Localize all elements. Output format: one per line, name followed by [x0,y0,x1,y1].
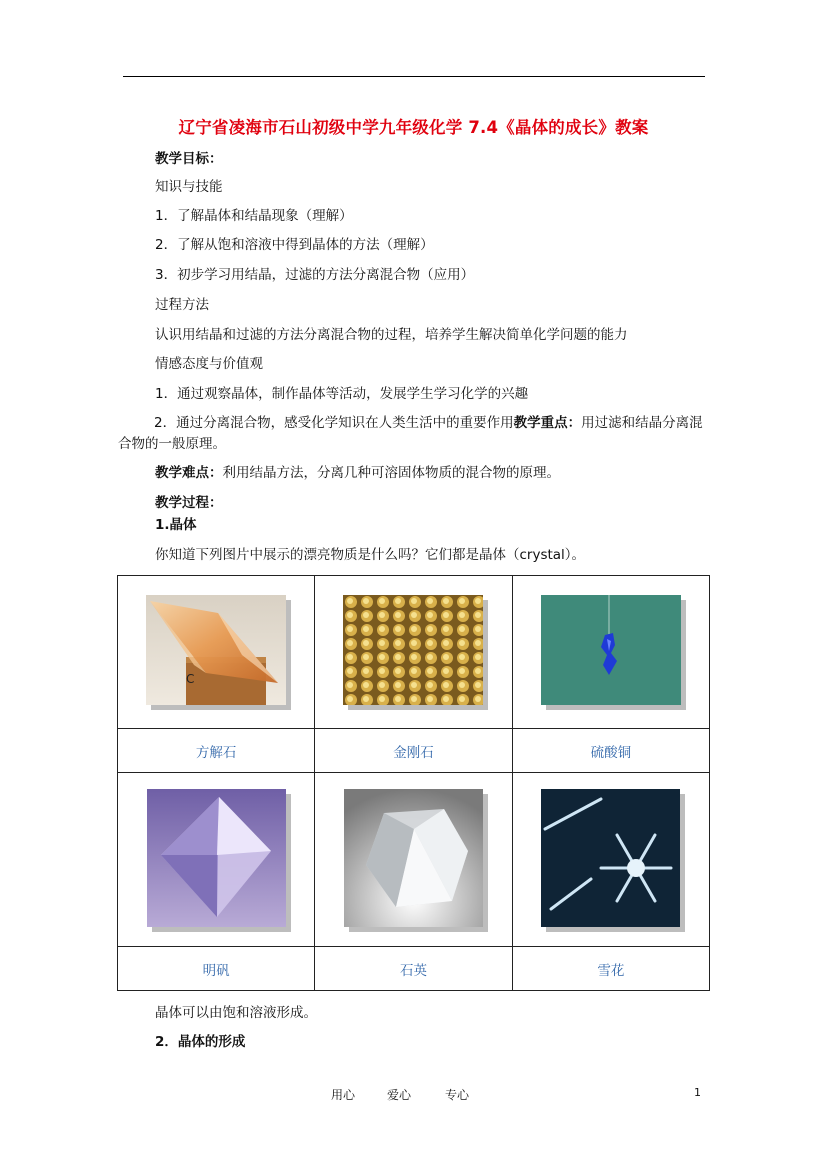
alum-photo [147,789,286,927]
knowledge-item-1: 1．了解晶体和结晶现象（理解） [155,208,353,224]
crystal-image-cell [118,773,315,947]
key-points-text: 用过滤和结晶分离混合物的一般原理。 [118,415,703,452]
crystal-table [117,575,710,991]
page-number: 1 [694,1086,701,1099]
crystal-image-cell [315,576,512,729]
crystal-caption-copper-sulfate: 硫酸铜 [512,729,709,773]
crystal-image-cell [118,576,315,729]
emotion-item-2: 2．通过分离混合物，感受化学知识在人类生活中的重要作用 [154,415,514,431]
crystal-image-cell [512,773,709,947]
snowflake-photo [541,789,680,927]
knowledge-item-2: 2．了解从饱和溶液中得到晶体的方法（理解） [155,237,434,253]
calcite-photo [146,595,286,705]
crystal-caption-diamond: 金刚石 [315,729,512,773]
process-text: 认识用结晶和过滤的方法分离混合物的过程，培养学生解决简单化学问题的能力 [155,327,628,343]
document-title: 辽宁省凌海市石山初级中学九年级化学 7.4《晶体的成长》教案 [178,118,649,137]
footer-item-3: 专心 [445,1088,470,1102]
svg-text:C: C [186,672,195,686]
section2-heading: 2．晶体的形成 [155,1034,246,1050]
difficulty-text: 利用结晶方法，分离几种可溶固体物质的混合物的原理。 [222,465,560,481]
emotion-heading: 情感态度与价值观 [155,356,263,372]
knowledge-item-3: 3．初步学习用结晶，过滤的方法分离混合物（应用） [155,267,475,283]
knowledge-heading: 知识与技能 [155,179,223,195]
question-text: 你知道下列图片中展示的漂亮物质是什么吗？它们都是晶体（crystal）。 [155,547,586,563]
footer-item-1: 用心 [331,1088,356,1102]
copper-sulfate-photo [541,595,681,705]
objectives-heading: 教学目标： [155,151,223,167]
crystal-caption-snowflake: 雪花 [512,947,709,991]
formation-text: 晶体可以由饱和溶液形成。 [155,1005,317,1021]
quartz-photo [344,789,483,927]
header-rule [123,76,705,77]
diamond-photo [343,595,483,705]
crystal-caption-alum: 明矾 [118,947,315,991]
footer-item-2: 爱心 [387,1088,412,1102]
crystal-image-cell [512,576,709,729]
crystal-image-cell [315,773,512,947]
difficulty-line [155,463,560,483]
key-points-label: 教学重点： [513,415,582,431]
crystal-caption-calcite: 方解石 [118,729,315,773]
process-label: 教学过程： [155,495,223,511]
emotion-item-2-paragraph [118,413,710,455]
process-heading: 过程方法 [155,297,209,313]
crystal-caption-quartz: 石英 [315,947,512,991]
emotion-item-1: 1．通过观察晶体，制作晶体等活动，发展学生学习化学的兴趣 [155,386,529,402]
section1-heading: 1.晶体 [155,517,197,533]
difficulty-label: 教学难点： [155,465,223,481]
